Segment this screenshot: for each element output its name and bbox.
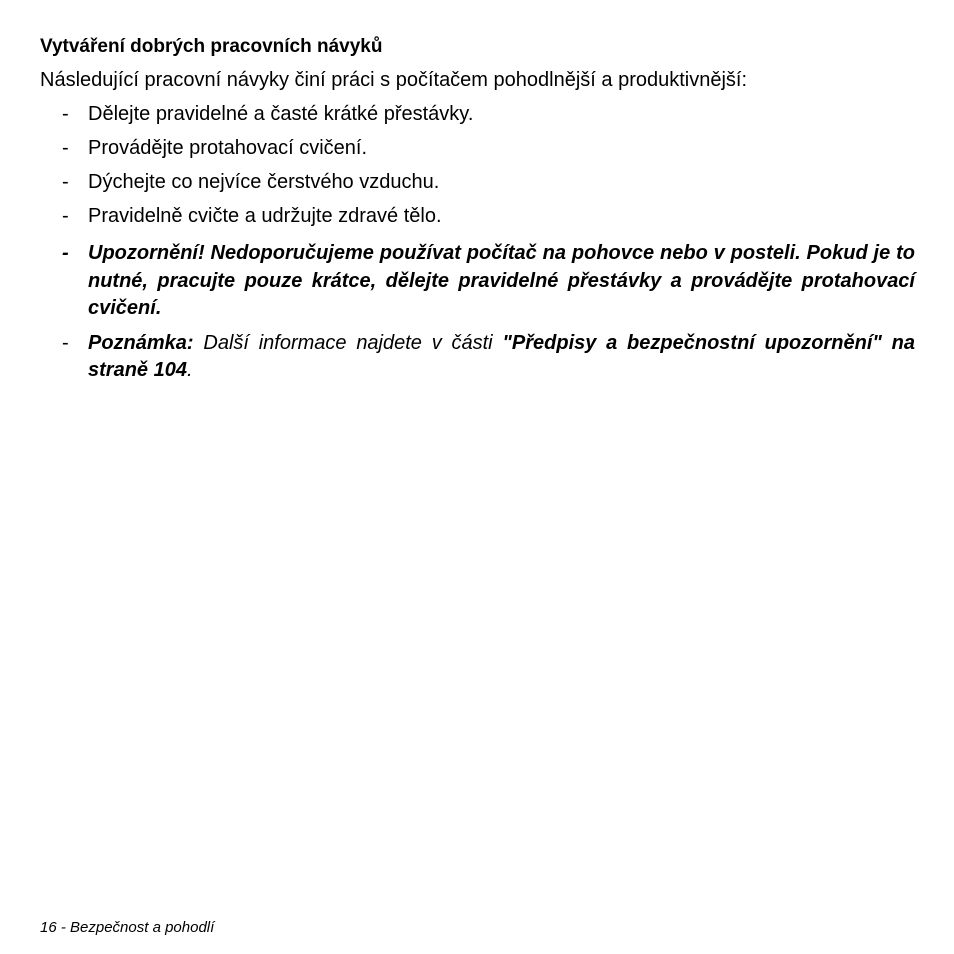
list-item	[40, 203, 915, 230]
habits-list	[40, 101, 915, 384]
page-footer: 16 - Bezpečnost a pohodlí	[40, 919, 215, 936]
note-body: Další informace najdete v části	[193, 331, 503, 354]
list-item-text: Provádějte protahovací cvičení.	[88, 137, 368, 159]
list-item-text: Dělejte pravidelné a časté krátké přestávky.	[88, 103, 474, 125]
section-heading: Vytváření dobrých pracovních návyků	[40, 36, 383, 57]
note-end: .	[186, 358, 193, 381]
list-dash: -	[62, 103, 69, 125]
note-label: Poznámka:	[88, 331, 194, 354]
list-dash: -	[62, 171, 69, 193]
list-dash: -	[62, 331, 69, 354]
list-item	[40, 135, 915, 162]
warning-item	[40, 240, 915, 323]
list-item-text: Dýchejte co nejvíce čerstvého vzduchu.	[88, 171, 440, 193]
list-dash: -	[62, 137, 69, 159]
note-text	[88, 330, 915, 384]
document-page	[40, 34, 915, 391]
list-item	[40, 101, 915, 128]
note-item	[40, 330, 915, 384]
warning-text: Upozornění! Nedoporučujeme používat počítač na pohovce nebo v posteli. Pokud je to nutné, pracujte pouze krátce, dělejte pravidelné přestávky a provádějte protahovací cvičení.	[88, 242, 915, 319]
list-dash: -	[62, 242, 69, 264]
intro-paragraph: Následující pracovní návyky činí práci s počítačem pohodlnější a produktivnější:	[40, 69, 748, 91]
list-dash: -	[62, 205, 69, 227]
note-reference-link[interactable]: "Předpisy a bezpečnostní upozornění" na straně 104	[88, 331, 915, 381]
list-item-text: Pravidelně cvičte a udržujte zdravé tělo.	[88, 205, 442, 227]
list-item	[40, 169, 915, 196]
